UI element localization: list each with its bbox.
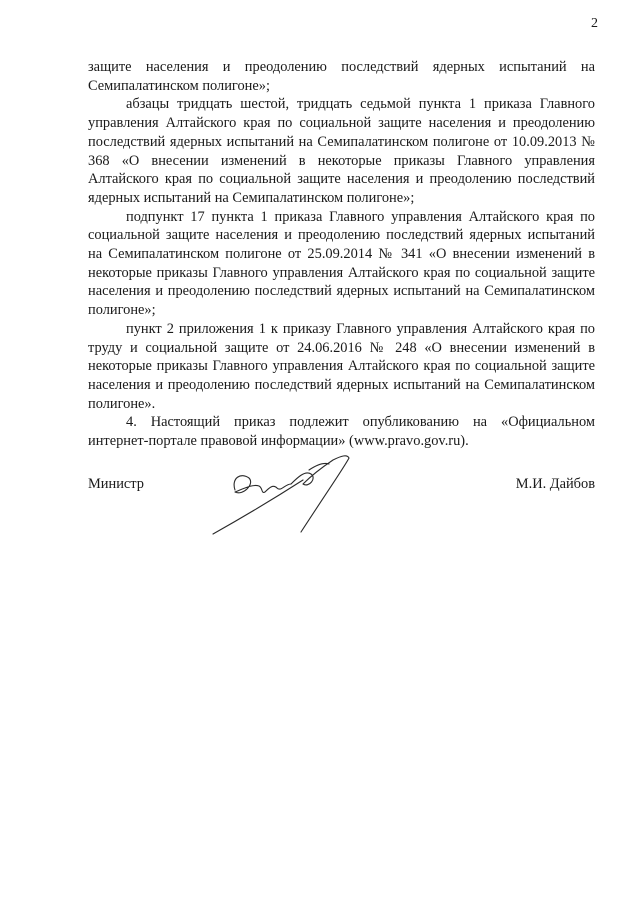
signer-title: Министр (88, 476, 144, 492)
paragraph-item-3: пункт 2 приложения 1 к приказу Главного управления Алтайского края по труду и социальной защите от 24.06.2016 № 248 «О внесении изменений в некоторые приказы Главного управления Алтайского края по социальной защите населения и преодолению последствий ядерных испытаний на Семипалатинском полигоне». (88, 320, 595, 412)
paragraph-item-1: абзацы тридцать шестой, тридцать седьмой пункта 1 приказа Главного управления Алтайского края по социальной защите населения и преодолению последствий ядерных испытаний на Семипалатинском полигоне от 10.09.2013 № 368 «О внесении изменений в некоторые приказы Главного управления Алтайского края по социальной защите населения и преодолению последствий ядерных испытаний на Семипалатинском полигоне»; (88, 96, 595, 206)
page-number: 2 (591, 16, 598, 31)
signer-name: М.И. Дайбов (515, 476, 595, 492)
paragraph-publication: 4. Настоящий приказ подлежит опубликованию на «Официальном интернет-портале правовой информации» (www.pravo.gov.ru). (88, 414, 595, 450)
document-body (88, 58, 595, 451)
handwritten-signature (205, 448, 355, 536)
paragraph-continuation: защите населения и преодолению последствий ядерных испытаний на Семипалатинском полигоне»; (88, 59, 595, 94)
paragraph-item-2: подпункт 17 пункта 1 приказа Главного управления Алтайского края по социальной защите населения и преодолению последствий ядерных испытаний на Семипалатинском полигоне от 25.09.2014 № 341 «О внесении изменений в некоторые приказы Главного управления Алтайского края по социальной защите населения и преодолению последствий ядерных испытаний на Семипалатинском полигоне»; (88, 208, 595, 319)
